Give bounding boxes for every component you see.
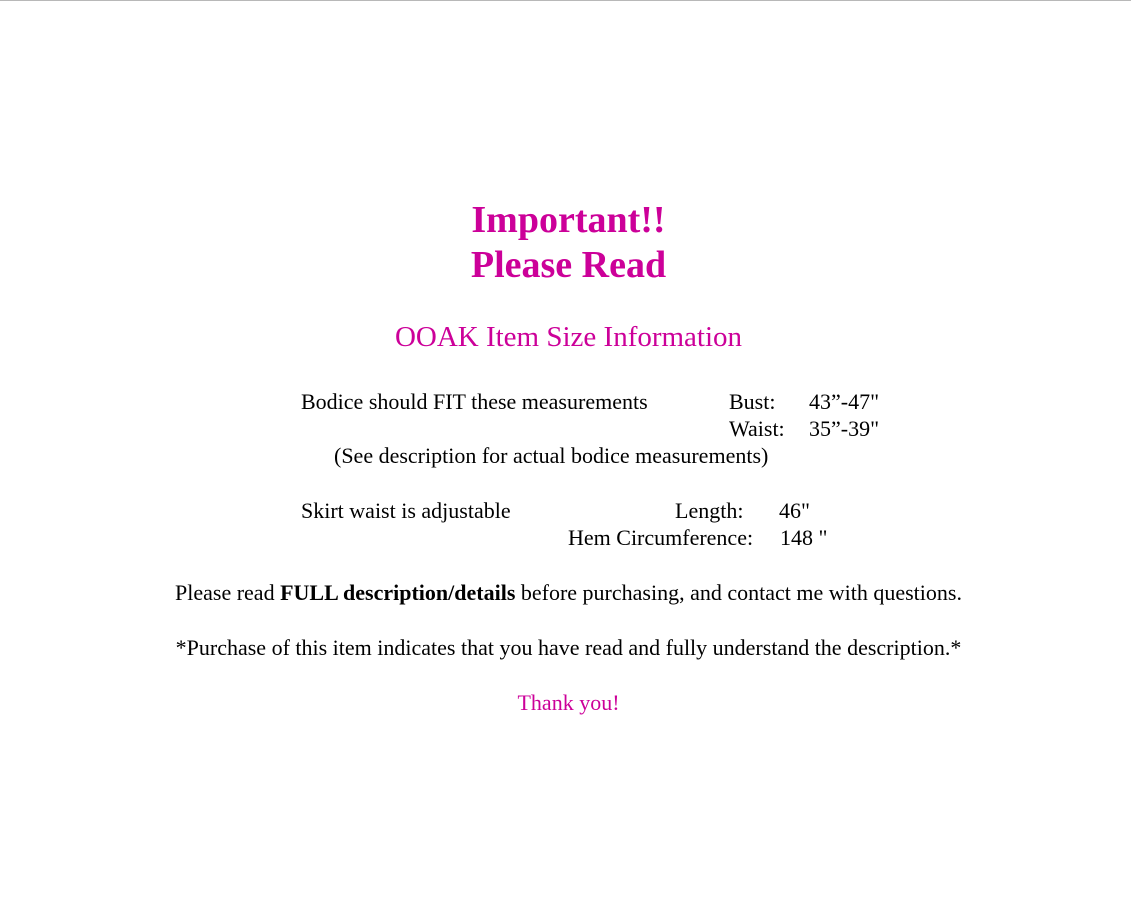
- purchase-disclaimer: *Purchase of this item indicates that you have read and fully understand the description.*: [175, 635, 962, 660]
- heading-please-read: Please Read: [470, 244, 667, 286]
- subheading: OOAK Item Size Information: [394, 321, 743, 353]
- length-value: 46": [779, 498, 810, 523]
- hem-label: Hem Circumference:: [568, 525, 754, 550]
- heading-important: Important!!: [471, 199, 666, 241]
- instructions-suffix: before purchasing, and contact me with questions.: [515, 580, 962, 605]
- bust-label: Bust:: [729, 389, 776, 414]
- instructions-prefix: Please read: [175, 580, 281, 605]
- hem-value: 148 ": [780, 525, 828, 550]
- bust-value: 43”-47": [809, 389, 880, 414]
- length-label: Length:: [675, 498, 744, 523]
- bodice-fit-label: Bodice should FIT these measurements: [301, 389, 648, 414]
- instructions-emphasis: FULL description/details: [280, 580, 516, 605]
- top-divider: [0, 0, 1131, 1]
- skirt-waist-note: Skirt waist is adjustable: [301, 498, 511, 523]
- closing-thanks: Thank you!: [517, 690, 620, 715]
- waist-label: Waist:: [729, 416, 785, 441]
- purchase-instructions: [0, 582, 1131, 604]
- waist-value: 35”-39": [809, 416, 880, 441]
- bodice-note: (See description for actual bodice measurements): [334, 443, 769, 468]
